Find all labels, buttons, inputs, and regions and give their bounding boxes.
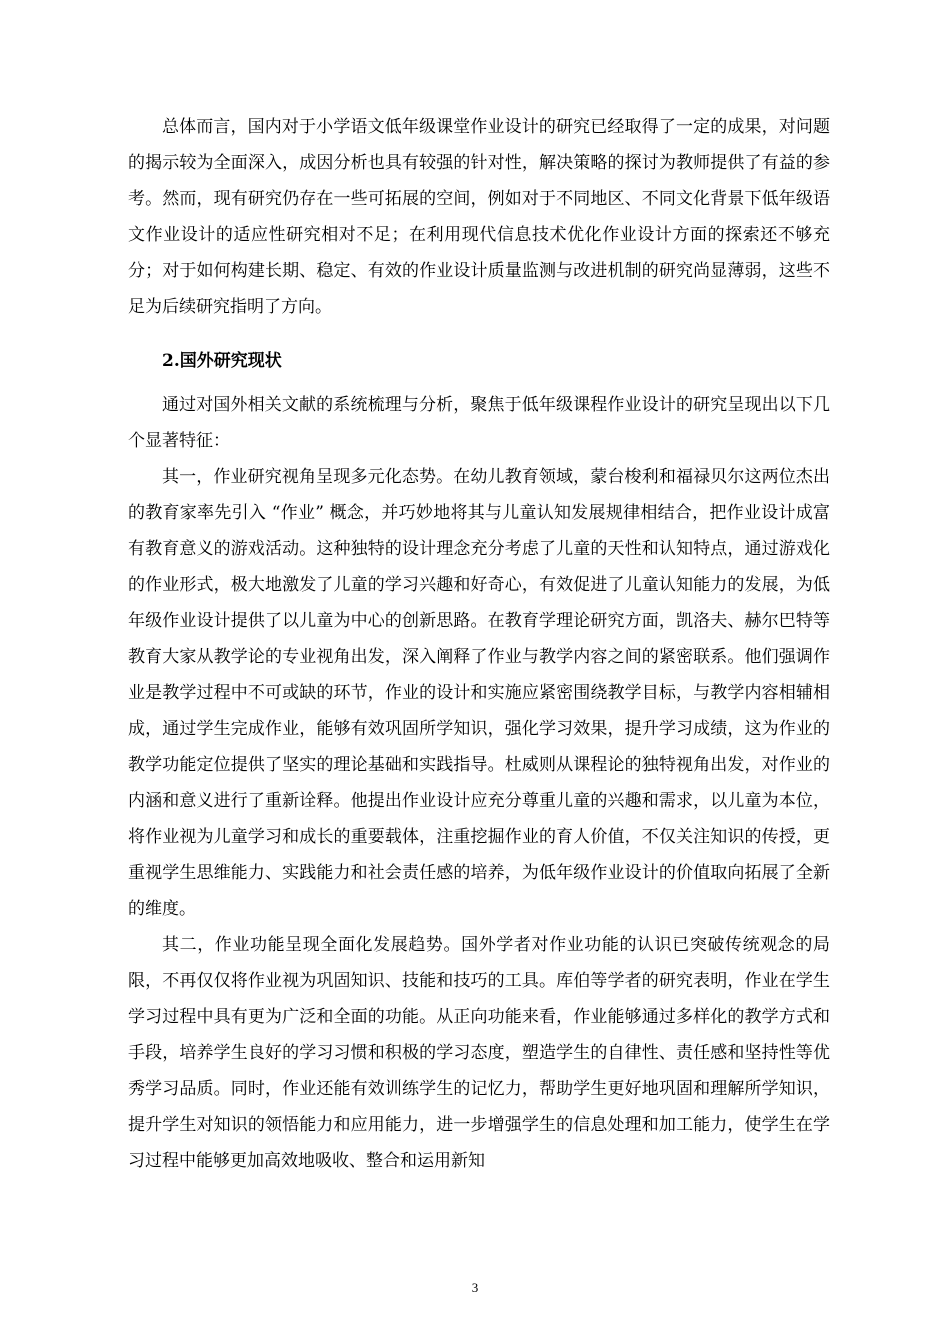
section-heading: 2.国外研究现状 [162,351,282,371]
page-content [128,109,830,1179]
paragraph-second-feature: 其二，作业功能呈现全面化发展趋势。国外学者对作业功能的认识已突破传统观念的局限，不再仅仅将作业视为巩固知识、技能和技巧的工具。库伯等学者的研究表明，作业在学生学习过程中具有更为广泛和全面的功能。从正向功能来看，作业能够通过多样化的教学方式和手段，培养学生良好的学习习惯和积极的学习态度，塑造学生的自律性、责任感和坚持性等优秀学习品质。同时，作业还能有效训练学生的记忆力，帮助学生更好地巩固和理解所学知识，提升学生对知识的领悟能力和应用能力，进一步增强学生的信息处理和加工能力，使学生在学习过程中能够更加高效地吸收、整合和运用新知 [128,935,830,1171]
page-number: 3 [471,1280,479,1295]
paragraph-first-feature: 其一，作业研究视角呈现多元化态势。在幼儿教育领域，蒙台梭利和福禄贝尔这两位杰出的教育家率先引入 “作业” 概念，并巧妙地将其与儿童认知发展规律相结合，把作业设计成富有教育意义的游戏活动。这种独特的设计理念充分考虑了儿童的天性和认知特点，通过游戏化的作业形式，极大地激发了儿童的学习兴趣和好奇心，有效促进了儿童认知能力的发展，为低年级作业设计提供了以儿童为中心的创新思路。在教育学理论研究方面，凯洛夫、赫尔巴特等教育大家从教学论的专业视角出发，深入阐释了作业与教学内容之间的紧密联系。他们强调作业是教学过程中不可或缺的环节，作业的设计和实施应紧密围绕教学目标，与教学内容相辅相成，通过学生完成作业，能够有效巩固所学知识，强化学习效果，提升学习成绩，这为作业的教学功能定位提供了坚实的理论基础和实践指导。杜威则从课程论的独特视角出发，对作业的内涵和意义进行了重新诠释。他提出作业设计应充分尊重儿童的兴趣和需求，以儿童为本位，将作业视为儿童学习和成长的重要载体，注重挖掘作业的育人价值，不仅关注知识的传授，更重视学生思维能力、实践能力和社会责任感的培养，为低年级作业设计的价值取向拓展了全新的维度。 [128,467,830,919]
paragraph-summary: 总体而言，国内对于小学语文低年级课堂作业设计的研究已经取得了一定的成果，对问题的揭示较为全面深入，成因分析也具有较强的针对性，解决策略的探讨为教师提供了有益的参考。然而，现有研究仍存在一些可拓展的空间，例如对于不同地区、不同文化背景下低年级语文作业设计的适应性研究相对不足；在利用现代信息技术优化作业设计方面的探索还不够充分；对于如何构建长期、稳定、有效的作业设计质量监测与改进机制的研究尚显薄弱，这些不足为后续研究指明了方向。 [128,117,830,317]
paragraph-intro: 通过对国外相关文献的系统梳理与分析，聚焦于低年级课程作业设计的研究呈现出以下几个显著特征： [128,395,830,451]
